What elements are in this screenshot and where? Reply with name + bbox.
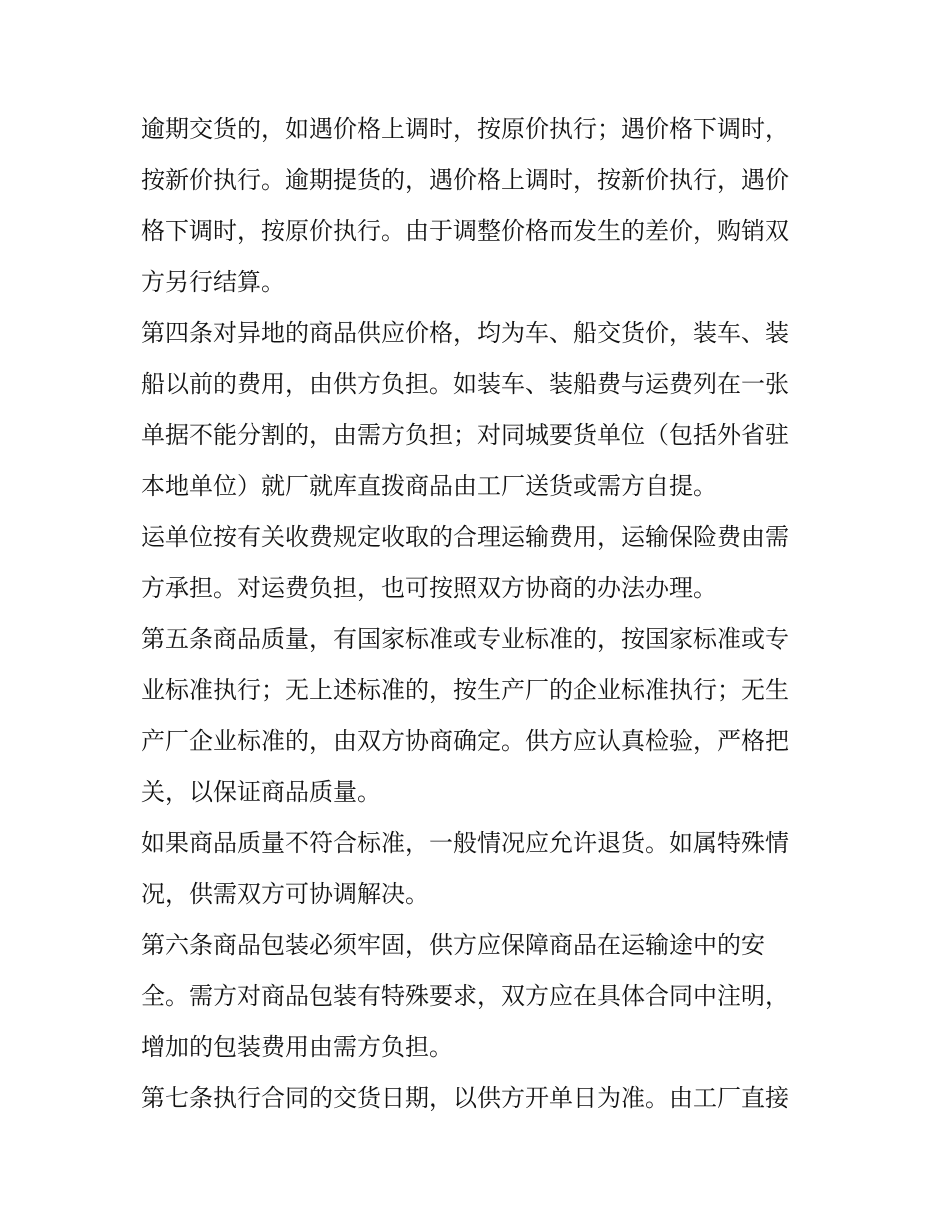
text-line: 按新价执行。逾期提货的，遇价格上调时，按新价执行，遇价 xyxy=(141,166,789,194)
document-body xyxy=(141,104,821,1124)
text-line: 全。需方对商品包装有特殊要求，双方应在具体合同中注明， xyxy=(141,982,789,1010)
text-line: 关，以保证商品质量。 xyxy=(141,778,381,806)
text-line: 船以前的费用，由供方负担。如装车、装船费与运费列在一张 xyxy=(141,370,789,398)
text-line: 产厂企业标准的，由双方协商确定。供方应认真检验，严格把 xyxy=(141,727,789,755)
text-line: 单据不能分割的，由需方负担；对同城要货单位（包括外省驻 xyxy=(141,421,789,449)
text-line: 第五条商品质量，有国家标准或专业标准的，按国家标准或专 xyxy=(141,625,789,653)
text-line: 方另行结算。 xyxy=(141,268,285,296)
text-line: 运单位按有关收费规定收取的合理运输费用，运输保险费由需 xyxy=(141,523,789,551)
text-line: 逾期交货的，如遇价格上调时，按原价执行；遇价格下调时， xyxy=(141,115,789,143)
text-line: 如果商品质量不符合标准，一般情况应允许退货。如属特殊情 xyxy=(141,829,789,857)
text-line: 本地单位）就厂就库直拨商品由工厂送货或需方自提。 xyxy=(141,472,717,500)
text-line: 第七条执行合同的交货日期，以供方开单日为准。由工厂直接 xyxy=(141,1084,789,1112)
text-line: 第四条对异地的商品供应价格，均为车、船交货价，装车、装 xyxy=(141,319,789,347)
text-line: 增加的包装费用由需方负担。 xyxy=(141,1033,453,1061)
text-line: 第六条商品包装必须牢固，供方应保障商品在运输途中的安 xyxy=(141,931,765,959)
text-line: 方承担。对运费负担，也可按照双方协商的办法办理。 xyxy=(141,574,717,602)
text-line: 格下调时，按原价执行。由于调整价格而发生的差价，购销双 xyxy=(141,217,789,245)
text-line: 况，供需双方可协调解决。 xyxy=(141,880,429,908)
text-line: 业标准执行；无上述标准的，按生产厂的企业标准执行；无生 xyxy=(141,676,789,704)
